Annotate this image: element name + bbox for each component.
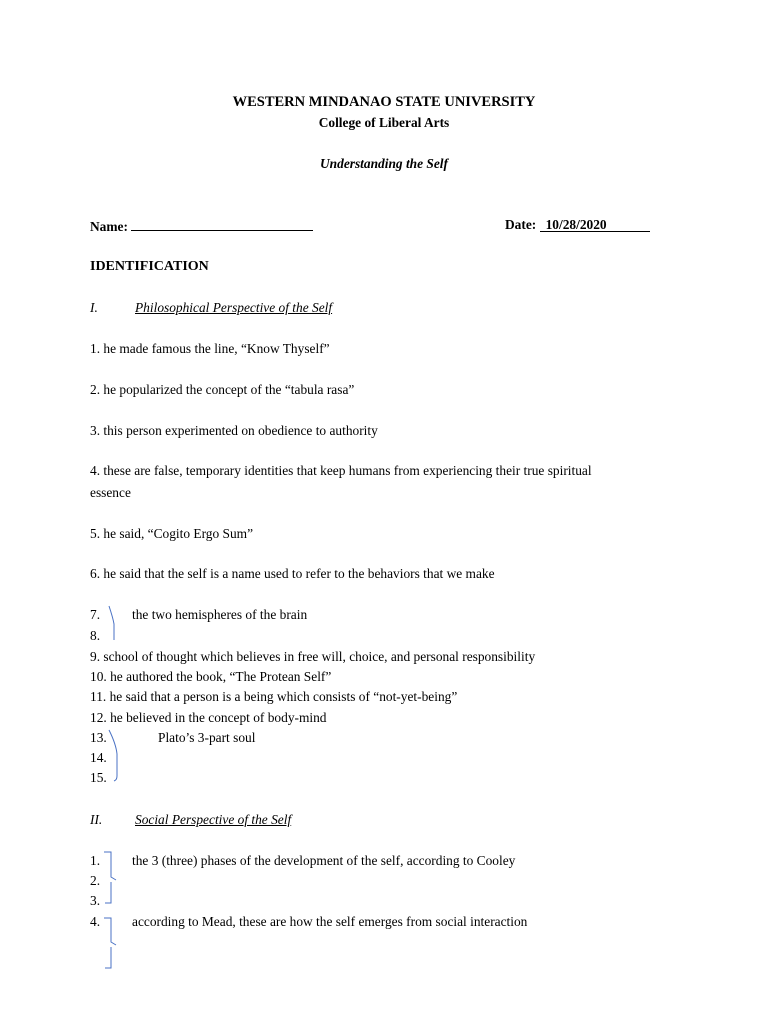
date-label: Date: (505, 217, 537, 232)
question-7-number: 7. (90, 607, 101, 622)
bracket-icon (102, 912, 118, 972)
name-label: Name: (90, 219, 128, 234)
question-7-text: the two hemispheres of the brain (132, 607, 308, 622)
question-14-number: 14. (90, 750, 107, 765)
part2-title: Social Perspective of the Self (135, 812, 292, 827)
bracket-icon (106, 728, 120, 784)
question-5: 5. he said, “Cogito Ergo Sum” (90, 526, 254, 541)
name-field (90, 218, 313, 233)
question-15-number: 15. (90, 770, 107, 785)
part1-title: Philosophical Perspective of the Self (135, 300, 333, 315)
bracket-icon (102, 850, 118, 906)
section-title: IDENTIFICATION (90, 259, 209, 274)
question-13-text: Plato’s 3-part soul (158, 730, 256, 745)
question-10: 10. he authored the book, “The Protean Self” (90, 669, 332, 684)
bracket-icon (106, 604, 118, 644)
social-question-1-text: the 3 (three) phases of the development of the self, according to Cooley (132, 853, 516, 868)
question-13-number: 13. (90, 730, 107, 745)
question-6: 6. he said that the self is a name used to refer to the behaviors that we make (90, 566, 495, 581)
date-value: 10/28/2020 (540, 218, 650, 232)
date-field (505, 218, 650, 232)
social-question-4-text: according to Mead, these are how the self emerges from social interaction (132, 914, 528, 929)
question-11: 11. he said that a person is a being which consists of “not-yet-being” (90, 689, 458, 704)
part2-numeral: II. (90, 812, 103, 827)
name-blank (131, 218, 313, 231)
university-title: WESTERN MINDANAO STATE UNIVERSITY (232, 94, 536, 110)
course-title: Understanding the Self (320, 156, 448, 171)
social-question-2-number: 2. (90, 873, 101, 888)
question-9: 9. school of thought which believes in free will, choice, and personal responsibility (90, 649, 536, 664)
social-question-1-number: 1. (90, 853, 101, 868)
question-2: 2. he popularized the concept of the “tabula rasa” (90, 382, 355, 397)
social-question-3-number: 3. (90, 893, 101, 908)
question-1: 1. he made famous the line, “Know Thyself” (90, 341, 330, 356)
college-title: College of Liberal Arts (318, 115, 450, 130)
question-4-line2: essence (90, 485, 131, 500)
question-4-line1: 4. these are false, temporary identities that keep humans from experiencing their true spiritual (90, 463, 592, 478)
question-8-number: 8. (90, 628, 101, 643)
part1-numeral: I. (90, 300, 98, 315)
social-question-4-number: 4. (90, 914, 101, 929)
question-12: 12. he believed in the concept of body-mind (90, 710, 327, 725)
question-3: 3. this person experimented on obedience to authority (90, 423, 378, 438)
